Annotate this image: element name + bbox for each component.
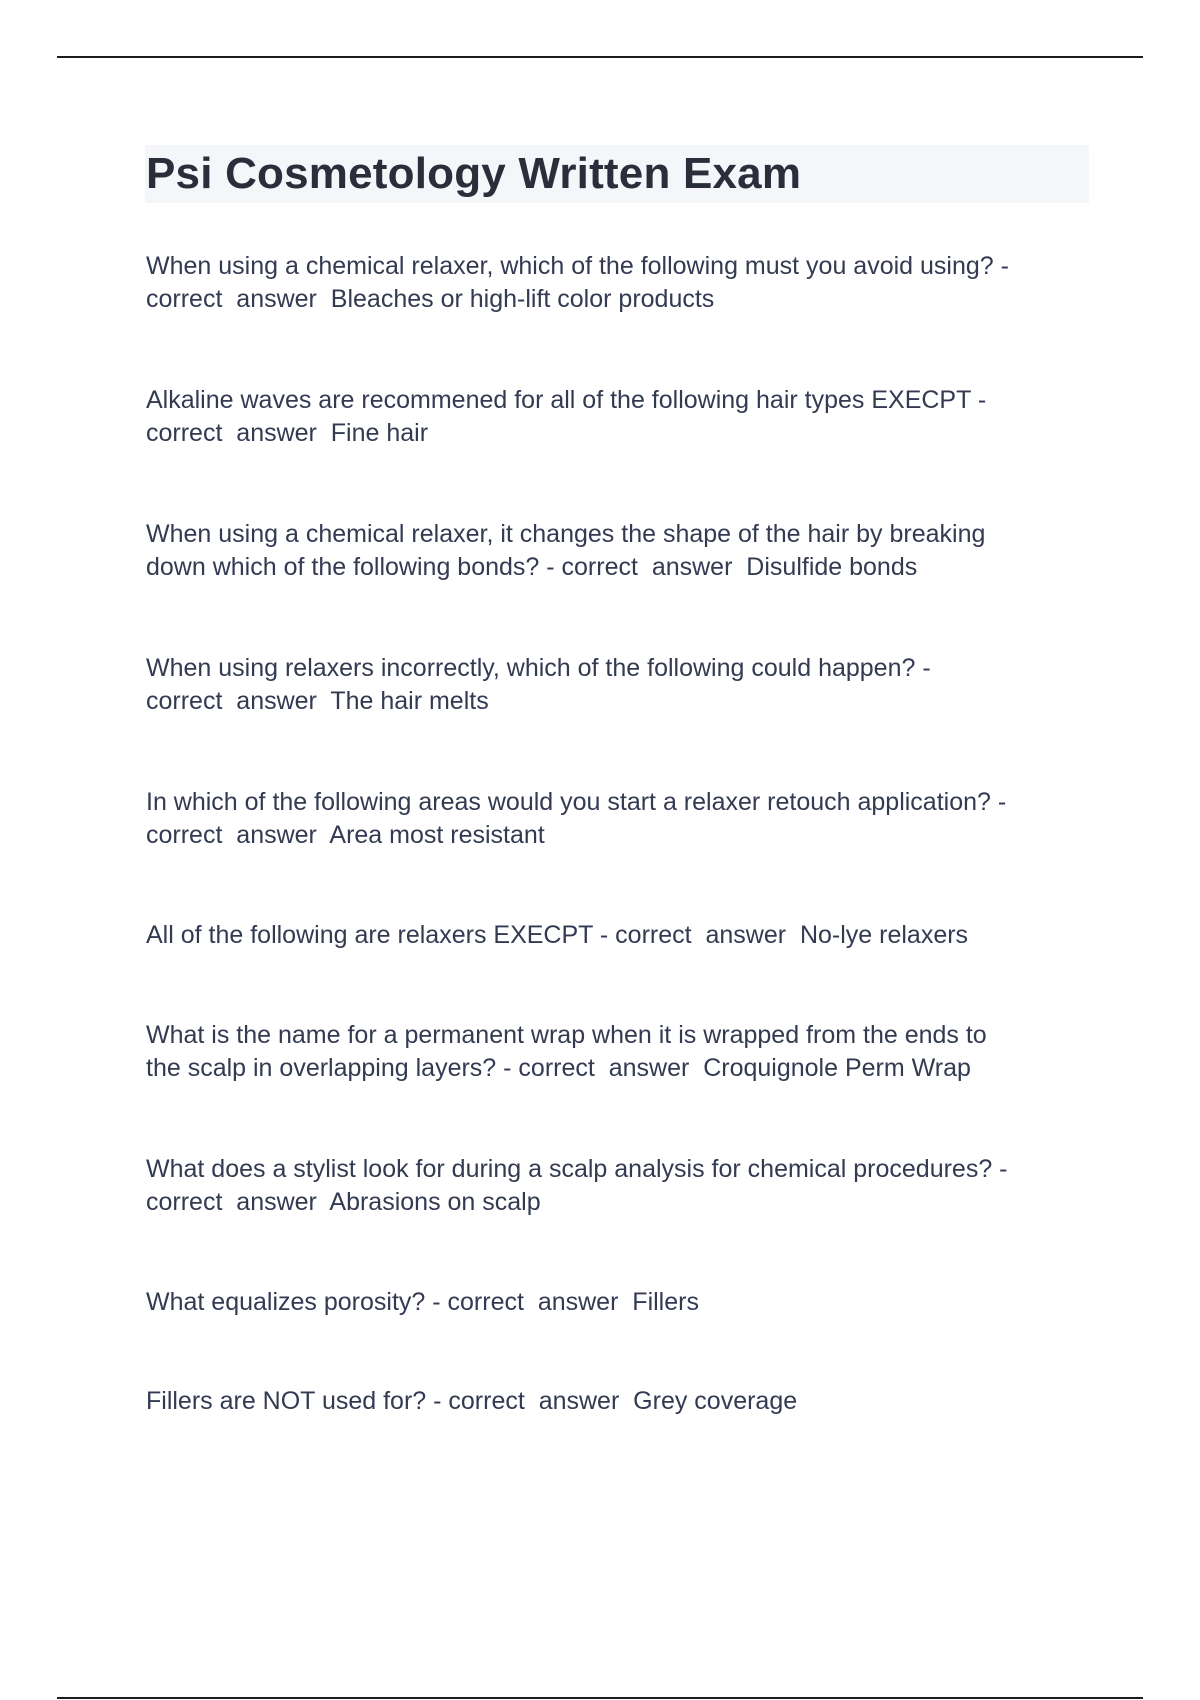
qa-item-8: What does a stylist look for during a scalp analysis for chemical procedures? - correct answer Abrasions on scalp xyxy=(146,1155,1008,1216)
footer-rule xyxy=(57,1697,1143,1699)
qa-item-1: When using a chemical relaxer, which of the following must you avoid using? - correct answer Bleaches or high-lift color products xyxy=(146,252,1009,313)
qa-item-2: Alkaline waves are recommened for all of the following hair types EXECPT - correct answer Fine hair xyxy=(146,386,987,447)
header-rule xyxy=(57,56,1143,58)
qa-item-3: When using a chemical relaxer, it changes the shape of the hair by breaking down which of the following bonds? - correct answer Disulfide bonds xyxy=(146,520,986,581)
qa-item-10: Fillers are NOT used for? - correct answer Grey coverage xyxy=(146,1387,798,1415)
qa-item-6: All of the following are relaxers EXECPT - correct answer No-lye relaxers xyxy=(146,921,969,949)
page-title: Psi Cosmetology Written Exam xyxy=(146,149,802,198)
qa-item-7: What is the name for a permanent wrap when it is wrapped from the ends to the scalp in overlapping layers? - correct answer Croquignole Perm Wrap xyxy=(146,1021,987,1082)
qa-item-5: In which of the following areas would you start a relaxer retouch application? - correct answer Area most resistant xyxy=(146,788,1007,849)
qa-item-4: When using relaxers incorrectly, which of the following could happen? - correct answer The hair melts xyxy=(146,654,931,715)
qa-item-9: What equalizes porosity? - correct answer Fillers xyxy=(146,1288,699,1316)
